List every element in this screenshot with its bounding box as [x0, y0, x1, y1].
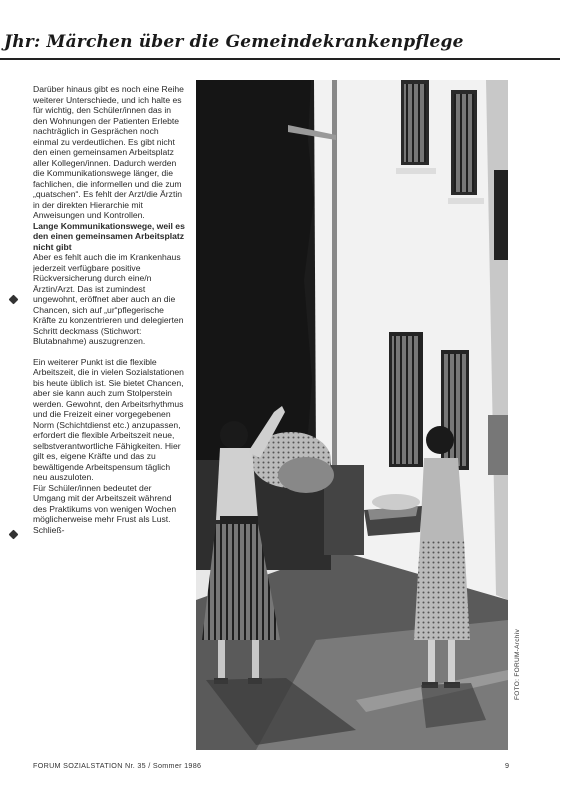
article-paragraph: Ein weiterer Punkt ist die flexible Arbeitszeit, die in vielen Sozialstationen bis heute üblich ist. Sie bietet Chancen, aber sie kann auch zum Stolperstein werden. Gewohnt, den Arbeitsrhythmus und die Freizeit einer vorgegebenen Norm (Schichtdienst etc.) anzupassen, erfordert die flexible Arbeitszeit neue, selbstverantwortliche Fähigkeiten. Hier gilt es, eigene Kräfte und das zu bewältigende Arbeitspensum täglich neu auszuloten.: [33, 356, 184, 482]
article-paragraph: Darüber hinaus gibt es noch eine Reihe weiterer Unterschiede, und ich halte es für wichtig, den Schüler/innen das in den Wohnungen der Patienten Erlebte nachträglich in Gesprächen noch einmal zu verdeutlichen. Es gibt nicht den einen gemeinsamen Arbeitsplatz aller Kollegen/innen. Dadurch werden die Kommunikationswege länger, die fachlichen, die informellen und die zum „quatschen“. Es fehlt der Arzt/die Ärztin in der direkten Hierarchie mit Anweisungen und Kontrollen.: [33, 84, 184, 220]
article-paragraph: Für Schüler/innen bedeutet der Umgang mit der Arbeitszeit während des Praktikums von wenigen Wochen möglicherweise mehr Frust als Lust. Schließ-: [33, 482, 177, 535]
bullet-icon: [9, 530, 19, 540]
footer-publication: FORUM SOZIALSTATION Nr. 35 / Sommer 1986: [33, 761, 202, 770]
article-column: [33, 84, 185, 750]
page-title: Jhr: Märchen über die Gemeindekrankenpflege: [4, 32, 464, 52]
paragraph-gap: [33, 347, 185, 357]
header-rule: [0, 58, 560, 60]
page-header: [0, 28, 567, 58]
photo-illustration: [196, 80, 508, 750]
article-subheading: Lange Kommunikationswege, weil es den einen gemeinsamen Arbeitsplatz nicht gibt: [33, 220, 185, 252]
article-paragraph: Aber es fehlt auch die im Krankenhaus jederzeit verfügbare positive Rückversicherung durch eine/n Ärztin/Arzt. Das ist zumindest ungewohnt, eröffnet aber auch an die Chancen, sich auf „ur“pflegerische Kräfte zu konzentrieren und delegierten Schritt deckmass (Stichwort: Blutabnahme) auszugrenzen.: [33, 252, 184, 346]
photo-credit: FOTO: FORUM-Archiv: [514, 629, 521, 700]
page-number: 9: [505, 761, 509, 770]
bullet-icon: [9, 295, 19, 305]
article-photo: [196, 80, 508, 750]
